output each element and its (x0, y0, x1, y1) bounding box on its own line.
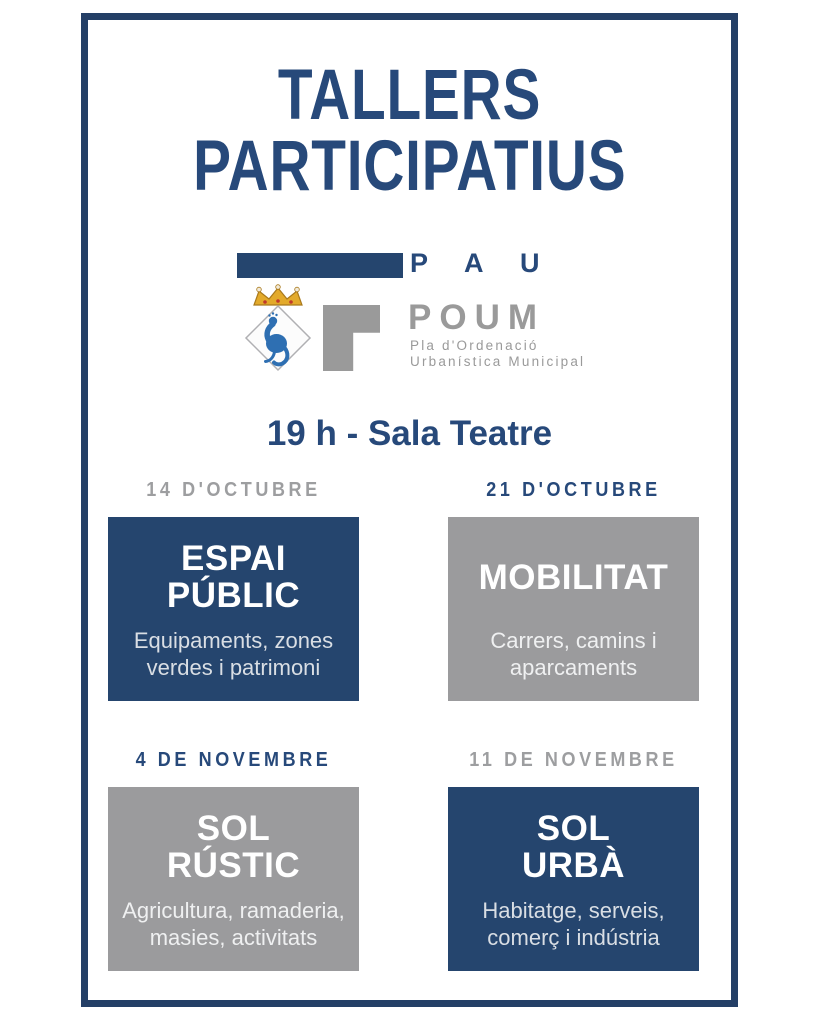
poum-tagline-line1: Pla d'Ordenació (410, 338, 539, 353)
crown-icon (254, 285, 302, 305)
pau-logo-bar (237, 253, 403, 278)
workshop-title: MOBILITAT (478, 557, 669, 597)
workshop-sol-urba (448, 748, 699, 971)
pau-acronym: P A U (410, 248, 555, 278)
workshop-sol-rustic (108, 748, 359, 971)
workshop-description: Equipaments, zones verdes i patrimoni (133, 628, 334, 680)
workshop-description: Agricultura, ramaderia, masies, activitats (122, 898, 345, 950)
workshop-mobilitat (448, 478, 699, 701)
poum-gamma-shape (323, 305, 380, 371)
poster-title (88, 56, 731, 206)
pau-poum-logo (230, 248, 586, 380)
coat-of-arms-icon (244, 284, 312, 376)
workshop-title: SOL RÚSTIC (166, 809, 301, 885)
poum-tagline-line2: Urbanística Municipal (410, 354, 586, 369)
poster-title-line2: PARTICIPATIUS (192, 127, 627, 206)
workshop-date: 14 D'OCTUBRE (146, 479, 321, 501)
workshop-date: 4 DE NOVEMBRE (135, 749, 332, 771)
event-time-place: 19 h - Sala Teatre (266, 414, 553, 453)
workshop-date: 21 D'OCTUBRE (486, 479, 661, 501)
poster-frame (81, 13, 738, 1007)
workshop-espai-public (108, 478, 359, 701)
workshop-description: Habitatge, serveis, comerç i indústria (482, 898, 665, 950)
poum-abbr: POUM (408, 298, 545, 337)
workshop-card (108, 517, 359, 701)
workshop-card (108, 787, 359, 971)
workshop-description: Carrers, camins i aparcaments (490, 628, 657, 680)
workshop-title: SOL URBÀ (521, 809, 626, 885)
workshop-card (448, 787, 699, 971)
workshop-title: ESPAI PÚBLIC (166, 539, 301, 615)
workshop-card (448, 517, 699, 701)
workshop-date: 11 DE NOVEMBRE (469, 749, 678, 771)
poster-title-line1: TALLERS (277, 56, 542, 135)
